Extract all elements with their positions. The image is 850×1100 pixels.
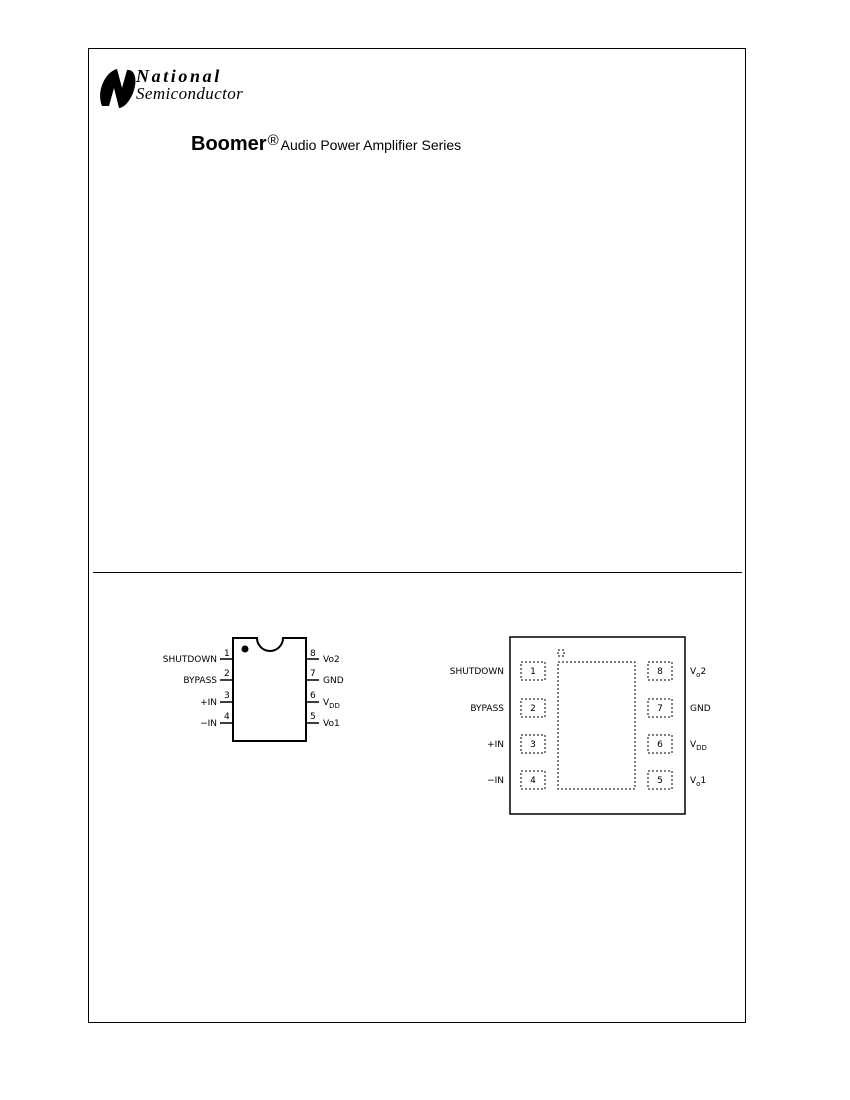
llp-exposed-pad	[558, 662, 635, 789]
section-divider	[93, 572, 742, 573]
llp-pin-label: BYPASS	[470, 704, 504, 714]
soic-right-pin	[306, 649, 340, 665]
llp-pin-number: 7	[657, 704, 663, 714]
soic-pin-label: GND	[323, 676, 344, 686]
llp-left-pin	[487, 735, 545, 753]
soic-pin-label: BYPASS	[183, 676, 217, 686]
company-logo	[99, 66, 299, 116]
soic-right-pin	[306, 691, 340, 710]
soic-pin-number: 4	[224, 712, 230, 722]
soic-pin-number: 1	[224, 649, 230, 659]
llp-pin-label: +IN	[487, 740, 504, 750]
series-brand: Boomer	[191, 133, 267, 155]
soic-pin-label: SHUTDOWN	[162, 655, 217, 665]
registered-mark: ®	[267, 132, 279, 149]
llp-left-pin	[450, 662, 545, 680]
soic-pin-label: Vo2	[323, 655, 340, 665]
llp-pin-label: SHUTDOWN	[449, 667, 504, 677]
soic-left-pin	[183, 669, 233, 686]
llp-pin1-marker	[558, 650, 564, 656]
soic-pin-label: −IN	[200, 719, 217, 729]
llp-pin-number: 5	[657, 776, 663, 786]
soic-left-pin	[200, 712, 233, 729]
llp-right-pin	[648, 735, 707, 753]
soic-body	[233, 638, 306, 741]
llp-pin-number: 1	[530, 667, 536, 677]
soic-pin-number: 7	[310, 669, 316, 679]
llp-pin-label: −IN	[487, 776, 504, 786]
llp-pin-label: $V_o2$	[690, 667, 707, 679]
soic-pin-number: 8	[310, 649, 316, 659]
soic-pin-label: $V_{DD}$	[323, 698, 340, 710]
company-name-line2: Semiconductor	[136, 84, 244, 103]
llp-pin-number: 8	[657, 667, 663, 677]
llp-pin-label: $V_{DD}$	[690, 740, 707, 752]
company-name	[136, 68, 243, 102]
soic-pin-label: Vo1	[323, 719, 340, 729]
page-frame	[88, 48, 746, 1023]
llp-body	[510, 637, 685, 814]
llp-pin-number: 4	[530, 776, 536, 786]
soic-pinout-diagram	[160, 628, 360, 748]
national-semiconductor-logo-icon	[99, 66, 137, 110]
soic-left-pin	[200, 691, 233, 708]
series-description: Audio Power Amplifier Series	[280, 137, 462, 153]
soic-pin-label: +IN	[200, 698, 217, 708]
llp-pin-label: GND	[690, 704, 711, 714]
llp-right-pin	[648, 771, 706, 789]
llp-left-pin	[470, 699, 545, 717]
company-name-line1: National	[136, 66, 222, 86]
series-title	[191, 132, 461, 156]
pin1-marker	[242, 646, 249, 653]
soic-pin-number: 5	[310, 712, 316, 722]
llp-pin-number: 3	[530, 740, 536, 750]
soic-pin-number: 3	[224, 691, 230, 701]
soic-left-pin	[163, 649, 233, 665]
soic-pin-number: 2	[224, 669, 230, 679]
soic-right-pin	[306, 712, 340, 729]
llp-pinout-diagram	[440, 630, 720, 820]
llp-left-pin	[487, 771, 545, 789]
llp-pin-number: 2	[530, 704, 536, 714]
llp-pin-label: $V_o1$	[690, 776, 707, 788]
llp-pin-number: 6	[657, 740, 663, 750]
soic-right-pin	[306, 669, 344, 686]
llp-right-pin	[648, 699, 711, 717]
llp-right-pin	[648, 662, 706, 680]
soic-pin-number: 6	[310, 691, 316, 701]
